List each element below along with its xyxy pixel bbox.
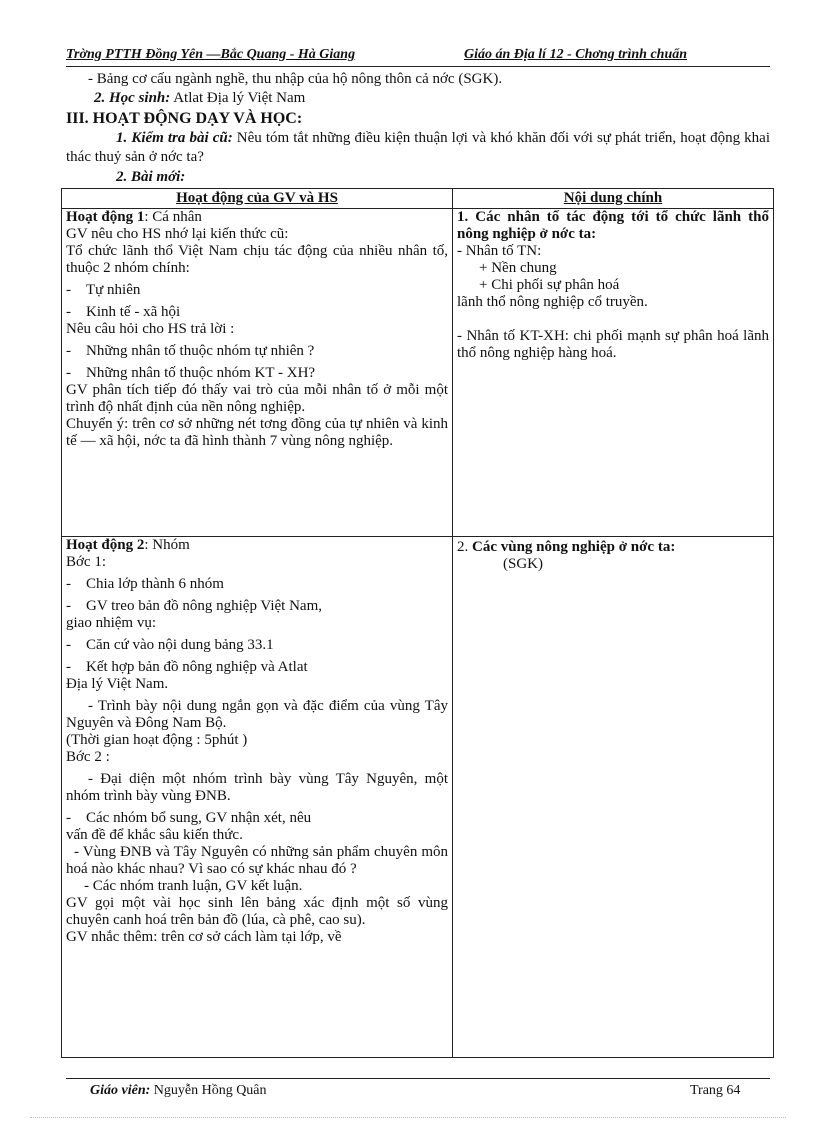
content-2-title: [457, 539, 769, 556]
student-label: 2. Học sinh:: [94, 90, 171, 106]
activity-1-p3: Nêu câu hỏi cho HS trả lời :: [66, 321, 235, 337]
table-header-row: [62, 189, 774, 209]
header-school: Trờng PTTH Đồng Yên —Bắc Quang - Hà Giang: [66, 47, 356, 62]
activity-2-p6: - Các nhóm tranh luận, GV kết luận.: [84, 878, 303, 894]
list-item: - Kết hợp bản đồ nông nghiệp và Atlat: [66, 659, 308, 675]
student-materials: [94, 89, 798, 108]
activity-2-cell: [62, 537, 453, 1058]
activity-1-p4: GV phân tích tiếp đó thấy vai trò của mỗi nhân tố ở mỗi một trình độ nhất định của nền nông nghiệp.: [66, 382, 448, 415]
page-edge-divider: [30, 1117, 786, 1118]
content-2-sub: (SGK): [503, 556, 543, 572]
list-item: - Đại diện một nhóm trình bày vùng Tây Nguyên, một nhóm trình bày vùng ĐNB.: [66, 771, 448, 804]
list-item: - Các nhóm bổ sung, GV nhận xét, nêu: [66, 810, 312, 826]
page-footer: [66, 1078, 770, 1098]
footer-page-number: Trang 64: [690, 1083, 741, 1098]
content-1-cell: [453, 209, 774, 537]
activity-1-title: [66, 209, 448, 226]
review-question: [66, 129, 770, 167]
step-1: Bớc 1:: [66, 554, 107, 570]
activity-1-p2: Tổ chức lãnh thổ Việt Nam chịu tác động của nhiều nhân tố, thuộc 2 nhóm chính:: [66, 243, 448, 276]
lesson-table: [61, 188, 774, 1058]
student-text: Atlat Địa lý Việt Nam: [170, 90, 306, 106]
page-header: [66, 47, 770, 67]
activity-2-title: [66, 537, 448, 554]
materials-line: - Bảng cơ cấu ngành nghề, thu nhập của hộ nông thôn cả nớc (SGK).: [88, 71, 503, 87]
activity-1-p5: Chuyển ý: trên cơ sở những nét tơng đồng của tự nhiên và kinh tế — xã hội, nớc ta đã hình thành 7 vùng nông nghiệp.: [66, 416, 448, 449]
activity-2-p7: GV gọi một vài học sinh lên bảng xác định một số vùng chuyên canh hoá trên bản đồ (lúa, cà phê, cao su).: [66, 895, 448, 928]
activity-1-type: : Cá nhân: [144, 209, 202, 225]
header-subject: Giáo án Địa lí 12 - Chơng trình chuẩn: [464, 47, 688, 62]
list-item: - Tự nhiên: [66, 282, 141, 298]
content-2-num: 2.: [457, 539, 472, 555]
activity-2-p3: (Thời gian hoạt động : 5phút ): [66, 732, 248, 748]
activity-1-p1: GV nêu cho HS nhớ lại kiến thức cũ:: [66, 226, 289, 242]
col-header-activities: Hoạt động của GV và HS: [62, 189, 453, 209]
activity-1-title-bold: Hoạt động 1: [66, 209, 145, 225]
content-2-cell: [453, 537, 774, 1058]
list-item: - GV treo bản đồ nông nghiệp Việt Nam,: [66, 598, 323, 614]
review-text: Nêu tóm tắt những điều kiện thuận lợi và khó khăn đối với sự phát triển, hoạt động khai thác thuỷ sản ở nớc ta?: [66, 130, 770, 165]
activity-2-p8: GV nhắc thêm: trên cơ sở cách làm tại lớp, về: [66, 929, 342, 945]
footer-teacher: [90, 1083, 267, 1099]
activity-2-p4: vấn đề để khắc sâu kiến thức.: [66, 827, 243, 843]
new-lesson-label: [116, 168, 816, 187]
content-1-title: 1. Các nhân tố tác động tới tổ chức lãnh thổ nông nghiệp ở nớc ta:: [457, 209, 769, 242]
activity-2-title-bold: Hoạt động 2: [66, 537, 145, 553]
list-item: - Những nhân tố thuộc nhóm KT - XH?: [66, 365, 316, 381]
list-item: - Chia lớp thành 6 nhóm: [66, 576, 224, 592]
content-1-l5: - Nhân tố KT-XH: chi phối mạnh sự phân hoá lãnh thổ nông nghiệp hàng hoá.: [457, 328, 769, 361]
activity-2-p1: giao nhiệm vụ:: [66, 615, 156, 631]
content-1-l1: - Nhân tố TN:: [457, 243, 542, 259]
activity-2-p5: - Vùng ĐNB và Tây Nguyên có những sản phẩm chuyên môn hoá nào khác nhau? Vì sao có sự khác nhau đó ?: [66, 844, 448, 877]
activity-2-type: : Nhóm: [144, 537, 190, 553]
list-item: - Những nhân tố thuộc nhóm tự nhiên ?: [66, 343, 315, 359]
list-item: - Trình bày nội dung ngắn gọn và đặc điểm của vùng Tây Nguyên và Đông Nam Bộ.: [66, 698, 448, 731]
new-lesson-text: 2. Bài mới:: [116, 169, 186, 185]
list-item: - Kinh tế - xã hội: [66, 304, 181, 320]
section-title: III. HOẠT ĐỘNG DẠY VÀ HỌC:: [66, 110, 303, 127]
step-2: Bớc 2 :: [66, 749, 110, 765]
content-2-title-text: Các vùng nông nghiệp ở nớc ta:: [472, 539, 676, 555]
content-1-l4: lãnh thổ nông nghiệp cổ truyền.: [457, 294, 648, 310]
col-header-content: Nội dung chính: [453, 189, 774, 209]
table-row: [62, 537, 774, 1058]
list-item: - Căn cứ vào nội dung bảng 33.1: [66, 637, 274, 653]
footer-teacher-label: Giáo viên:: [90, 1083, 151, 1098]
content-1-l2: + Nền chung: [479, 260, 557, 276]
review-label: 1. Kiểm tra bài cũ:: [116, 130, 233, 146]
table-row: [62, 209, 774, 537]
activity-1-cell: [62, 209, 453, 537]
footer-teacher-name: Nguyễn Hồng Quân: [150, 1083, 267, 1098]
content-1-l3: + Chi phối sự phân hoá: [479, 277, 620, 293]
activity-2-p2: Địa lý Việt Nam.: [66, 676, 169, 692]
